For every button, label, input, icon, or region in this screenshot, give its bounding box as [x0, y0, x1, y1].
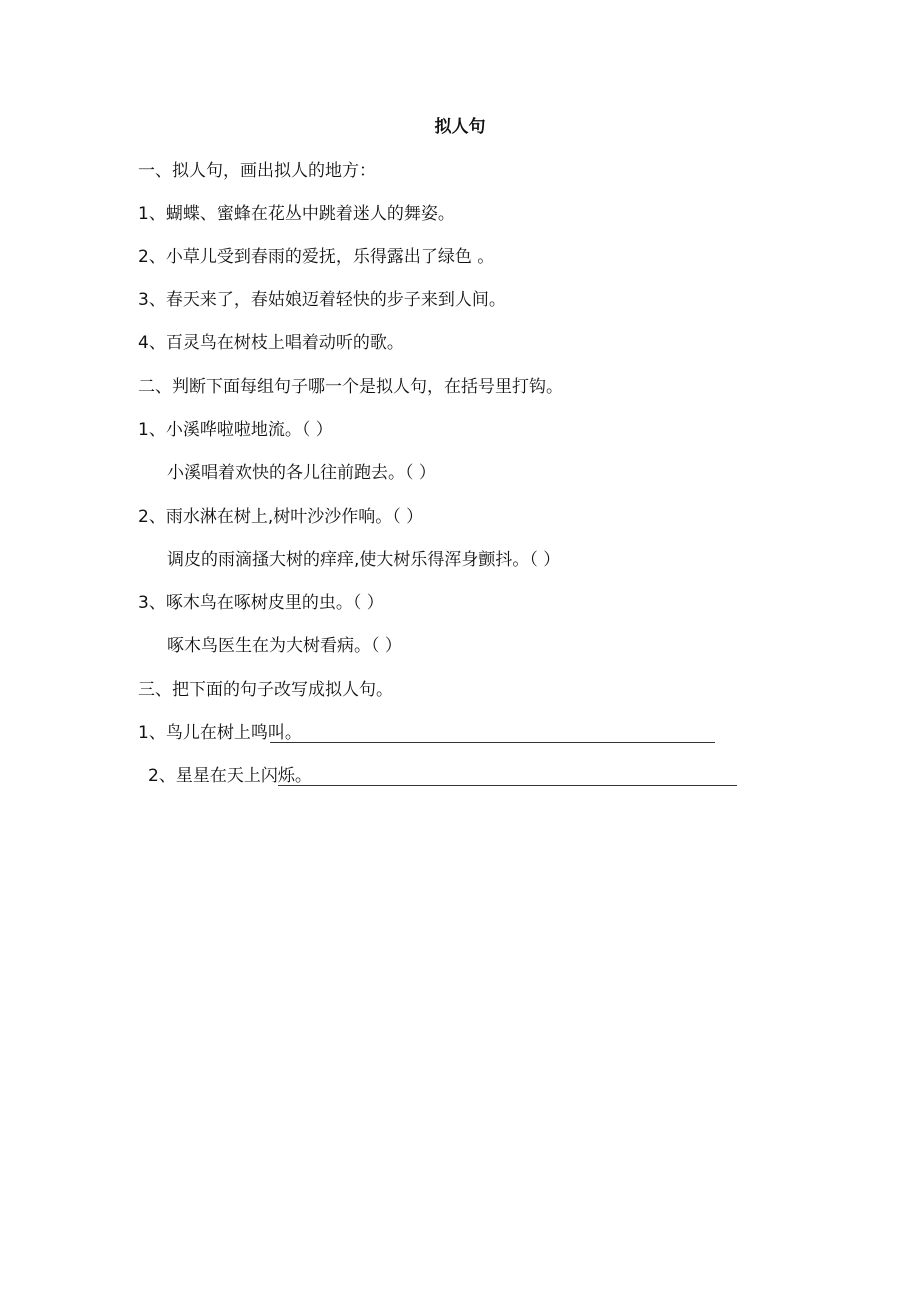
section2-item-1b: 小溪唱着欢快的各儿往前跑去。（ ）: [167, 463, 436, 483]
section2-item-1a: 1、小溪哗啦啦地流。（ ）: [138, 420, 333, 440]
answer-blank-2[interactable]: [278, 785, 737, 786]
answer-blank-1[interactable]: [270, 742, 715, 743]
section2-heading: 二、判断下面每组句子哪一个是拟人句，在括号里打钩。: [138, 377, 563, 397]
section3-item-1: 1、鸟儿在树上鸣叫。: [138, 723, 302, 743]
section3-heading: 三、把下面的句子改写成拟人句。: [138, 680, 393, 700]
section1-item-3: 3、春天来了，春姑娘迈着轻快的步子来到人间。: [138, 290, 506, 310]
section1-heading: 一、拟人句，画出拟人的地方：: [138, 161, 376, 181]
section1-item-2: 2、小草儿受到春雨的爱抚，乐得露出了绿色 。: [138, 247, 495, 267]
section2-item-2a: 2、雨水淋在树上,树叶沙沙作响。（ ）: [138, 507, 424, 527]
section2-item-3b: 啄木鸟医生在为大树看病。（ ）: [167, 636, 402, 656]
section2-item-3a: 3、啄木鸟在啄树皮里的虫。（ ）: [138, 593, 384, 613]
section1-item-4: 4、百灵鸟在树枝上唱着动听的歌。: [138, 333, 404, 353]
section1-item-1: 1、蝴蝶、蜜蜂在花丛中跳着迷人的舞姿。: [138, 204, 455, 224]
section3-item-2: 2、星星在天上闪烁。: [148, 766, 312, 786]
section2-item-2b: 调皮的雨滴搔大树的痒痒,使大树乐得浑身颤抖。（ ）: [167, 550, 561, 570]
document-title: 拟人句: [434, 117, 486, 137]
